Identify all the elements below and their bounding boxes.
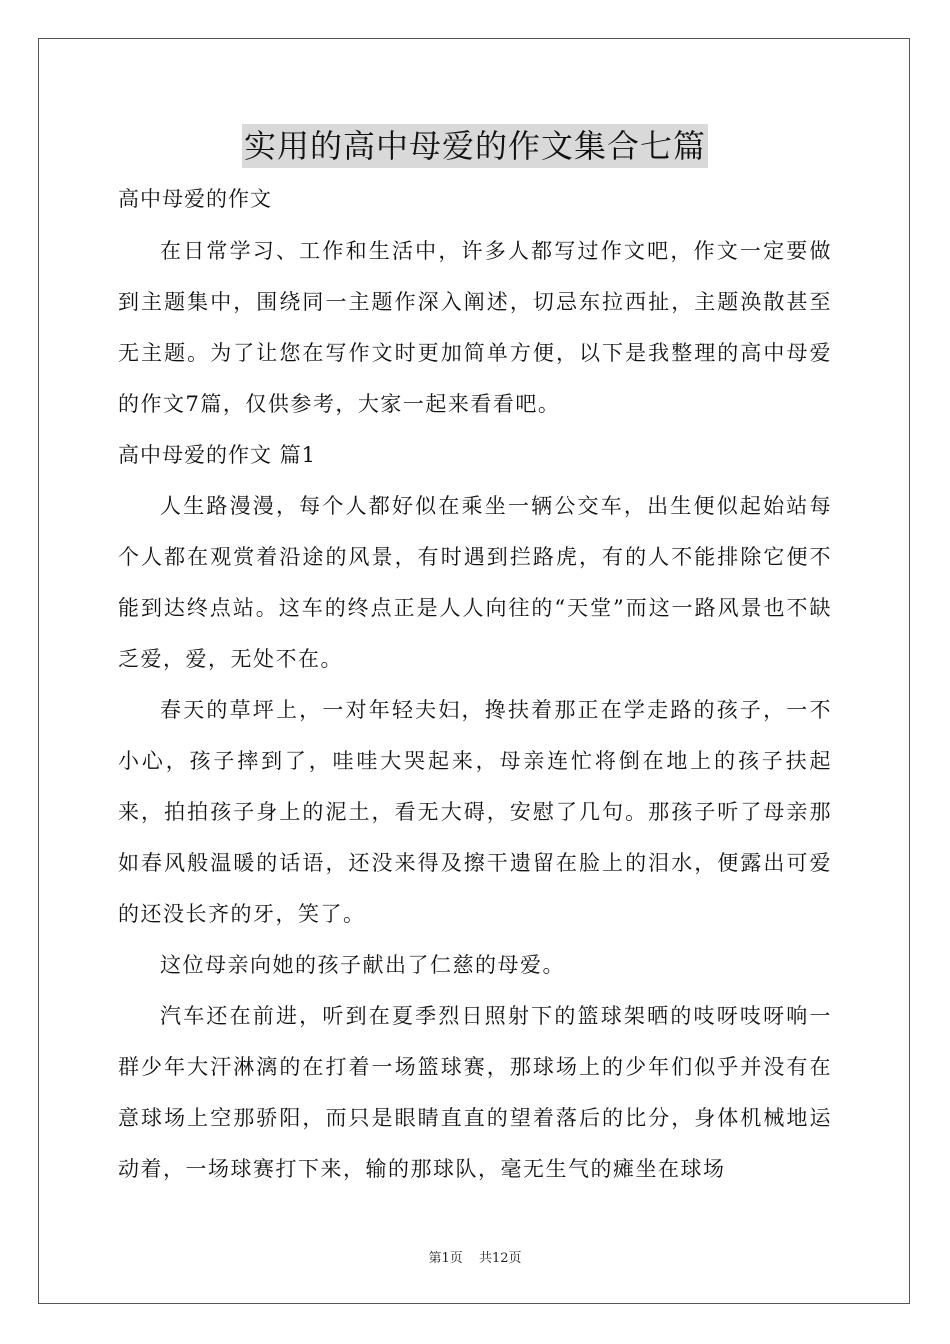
- body-paragraph: 春天的草坪上，一对年轻夫妇，搀扶着那正在学走路的孩子，一不小心，孩子摔到了，哇哇大哭起来，母亲连忙将倒在地上的孩子扶起来，拍拍孩子身上的泥土，看无大碍，安慰了几句。那孩子听了母亲那如春风般温暖的话语，还没来得及擦干遗留在脸上的泪水，便露出可爱的还没长齐的牙，笑了。: [118, 698, 832, 926]
- intro-heading: 高中母爱的作文: [118, 187, 272, 211]
- title-container: [0, 124, 950, 168]
- body-paragraph: 汽车还在前进，听到在夏季烈日照射下的篮球架晒的吱呀吱呀响一群少年大汗淋漓的在打着一场篮球赛，那球场上的少年们似乎并没有在意球场上空那骄阳，而只是眼睛直直的望着落后的比分，身体机械地运动着，一场球赛打下来，输的那球队，毫无生气的瘫坐在球场: [118, 1004, 832, 1181]
- part1-heading: 高中母爱的作文 篇1: [118, 443, 317, 467]
- body-paragraph: 这位母亲向她的孩子献出了仁慈的母爱。: [160, 953, 565, 977]
- page-total: 共12页: [478, 1251, 522, 1266]
- body-paragraph: 人生路漫漫，每个人都好似在乘坐一辆公交车，出生便似起始站每个人都在观赏着沿途的风景，有时遇到拦路虎，有的人不能排除它便不能到达终点站。这车的终点正是人人向往的“天堂”而这一路风景也不缺乏爱，爱，无处不在。: [118, 494, 832, 671]
- page-footer: [0, 1247, 950, 1266]
- document-title: 实用的高中母爱的作文集合七篇: [242, 124, 708, 168]
- document-body: [118, 176, 832, 1195]
- intro-paragraph: 在日常学习、工作和生活中，许多人都写过作文吧，作文一定要做到主题集中，围绕同一主题作深入阐述，切忌东拉西扯，主题涣散甚至无主题。为了让您在写作文时更加简单方便，以下是我整理的高中母爱的作文7篇，仅供参考，大家一起来看看吧。: [118, 239, 832, 416]
- page-number: 第1页: [428, 1251, 463, 1266]
